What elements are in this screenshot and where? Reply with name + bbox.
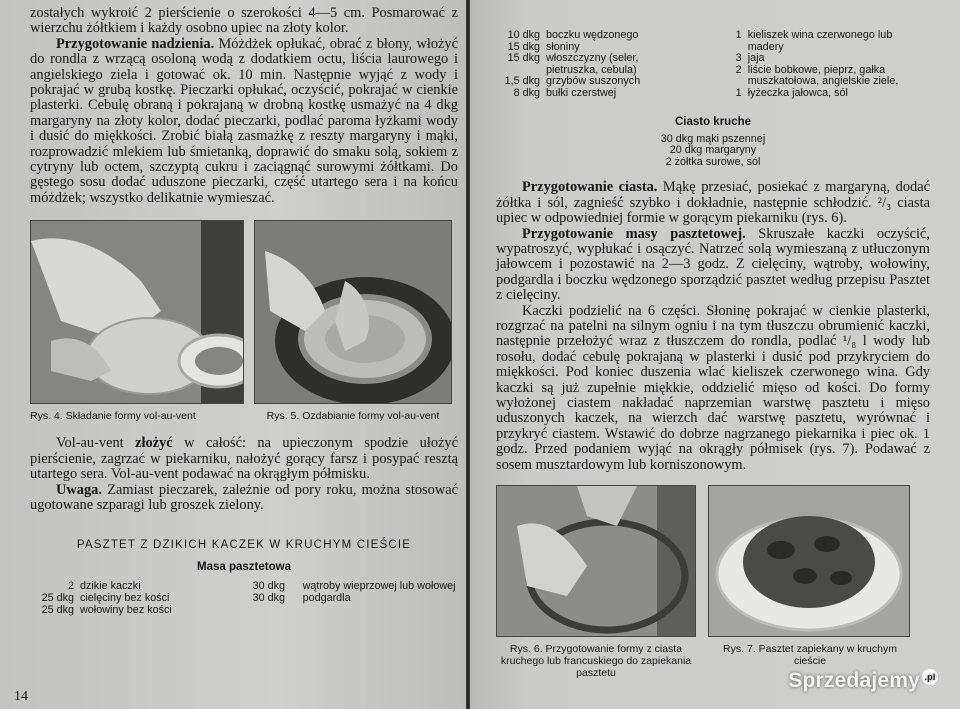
paragraph-lead: Uwaga. (56, 481, 102, 498)
ingredients-column-left (496, 30, 687, 100)
paragraph-text: w całość: na upieczonym spodzie ułożyć pierścienie, zagrzać w piekarniku, nałożyć gorący farsz i posypać resztą utartego sera. Vol-au-vent podawać na okrągłym półmisku. (30, 435, 458, 483)
photo-row-top (30, 220, 458, 422)
paragraph-text: Zamiast pieczarek, zależnie od pory roku, można stosować ugotowane szparagi lub groszek zielony. (30, 481, 458, 513)
figure-4-photo (30, 220, 244, 404)
recipe-title: PASZTET Z DZIKICH KACZEK W KRUCHYM CIEŚCIE (76, 539, 412, 552)
dough-title: Ciasto kruche (674, 115, 752, 128)
ingredient-name: jaja (747, 52, 765, 65)
ingredient-row (30, 605, 235, 617)
right-page (470, 0, 960, 709)
watermark-logo (788, 669, 938, 693)
ingredient-name: grzybów suszonych (546, 75, 641, 88)
ingredients-column-left (30, 581, 235, 616)
ingredient-row (722, 88, 930, 100)
ingredient-row (30, 593, 235, 605)
paragraph-note (30, 483, 458, 514)
ingredient-name: bułki czerstwej (546, 86, 617, 99)
ingredient-row (496, 88, 687, 100)
paragraph-duck-preparation: Kaczki podzielić na 6 części. Słoninę pokrajać w cienkie plasterki, rozgrzać na patelni na silnym ogniu i na tym tłuszczu obrumienić kaczki, następnie przełożyć wraz z tłuszczem do rondla, podlać ¹/₈ l wody lub rosołu, dodać cebulę pokrajaną w plasterki i dusić pod przykryciem do miękkości. Pod koniec duszenia wlać kieliszek czerwonego wina. Gdy kaczki są już zupełnie miękkie, oddzielić mięso od kości. Do formy wyłożonej ciastem nakładać naprzemian warstwę pasztetu i mięso uduszonych kaczek, na wierzch dać warstwę pasztetu, wyrównać i przykryć ciastem. Wstawić do dobrze nagrzanego piekarnika i piec ok. 1 godz. Przed podaniem wyjąć na okrągły półmisek (rys. 7). Podawać z sosem musztardowym lub korniszonowym. (496, 302, 930, 473)
figure-6-caption: Rys. 6. Przygotowanie formy z ciasta kruchego lub francuskiego do zapiekania pasztetu (500, 643, 692, 680)
ingredient-name: boczku wędzonego (546, 29, 639, 41)
ingredient-qty: 1 (735, 29, 742, 41)
ingredient-qty: 1,5 dkg (504, 75, 540, 88)
figure-4-caption: Rys. 4. Składanie formy vol-au-vent (30, 410, 196, 423)
ingredient-qty: 8 dkg (513, 86, 540, 99)
figure-5-caption: Rys. 5. Ozdabianie formy vol-au-vent (266, 410, 440, 423)
ingredient-qty: 30 dkg (252, 580, 285, 593)
dough-ingredient: 2 żółtka surowe, sól (665, 155, 761, 168)
paragraph-text: Móżdżek opłukać, obrać z błony, włożyć do rondla z wrzącą osoloną wodą z dodatkiem octu, liścia laurowego i angielskiego ziela i gotować ok. 10 min. Następnie wyjąć z wody i pokrajać w grubą kostkę. Pieczarki opłukać, oczyścić, pokrajać w cienkie plasterki. Cebulę obraną i pokrajaną w drobną kostkę usmażyć na 4 dkg margaryny na złoty kolor, dodać pieczarki, podlać paroma łyżkami wody i dusić do miękkości. Zrobić białą zasmażkę z reszty margaryny i mąki, rozprowadzić mlekiem lub śmietanką, doprawić do smaku solą, sokiem z cytryny lub octem, szczyptą cukru i zaciągnąć surowymi żółtkami. Do gęstego sosu dodać uduszone pieczarki, część utartego sera i na końcu móżdżek; wszystko delikatnie wymieszać. (30, 35, 459, 206)
ingredient-name: kieliszek wina czerwonego lub madery (747, 29, 893, 53)
paragraph-pate-preparation (496, 227, 930, 304)
figure-5-illustration (255, 221, 451, 403)
dough-ingredient: 30 dkg mąki pszennej (660, 132, 766, 145)
ingredients-list-right-page (496, 30, 930, 100)
ingredient-row (253, 593, 458, 605)
ingredients-column-right (722, 30, 930, 100)
paragraph-lead: Przygotowanie ciasta. (522, 179, 658, 196)
dough-ingredient: 20 dkg margaryny (669, 144, 757, 157)
figure-4-illustration (31, 221, 243, 403)
figure-7-photo (708, 485, 910, 637)
ingredient-qty: 15 dkg (507, 40, 540, 53)
paragraph-text: Skruszałe kaczki oczyścić, wypatroszyć, wypłukać i osączyć. Natrzeć solą wymieszaną z utłuczonym jałowcem i pozostawić na 2—3 godz. Z cielęciny, wątroby, wołowiny, podgardla i boczku wędzonego sporządzić pasztet według przepisu Pasztet z cielęciny. (496, 225, 930, 304)
ingredient-qty: 2 (735, 63, 742, 76)
ingredients-list-left-page (30, 581, 458, 616)
ingredient-qty: 2 (67, 580, 74, 593)
figure-7-illustration (709, 486, 909, 636)
ingredient-name: łyżeczka jałowca, sól (747, 86, 848, 99)
watermark-suffix: .pl (922, 669, 938, 685)
paragraph-text: Mąkę przesiać, posiekać z margaryną, dodać żółtka i sól, zagnieść szybko i dokładnie, następnie schłodzić. ²/₃ ciasta upiec w odpowiedniej formie w gorącym piekarniku (rys. 6). (496, 179, 930, 227)
ingredient-qty: 1 (735, 86, 742, 99)
ingredient-qty: 10 dkg (507, 29, 540, 41)
figure-6-illustration (497, 486, 695, 636)
ingredient-qty: 25 dkg (41, 591, 74, 604)
paragraph-lead: Przygotowanie masy pasztetowej. (522, 225, 746, 242)
ingredient-qty: 3 (735, 52, 742, 65)
paragraph-lead: Przygotowanie nadzienia. (56, 35, 215, 52)
ingredient-name: liście bobkowe, pieprz, gałka muszkatołowa, angielskie ziele, (747, 63, 899, 88)
ingredient-name: dzikie kaczki (80, 580, 141, 593)
ingredient-name: włoszczyzny (seler, pietruszka, cebula) (546, 52, 639, 76)
dough-ingredients (496, 134, 930, 169)
ingredient-row (722, 30, 930, 53)
left-page (0, 0, 466, 709)
paragraph-filling-preparation (30, 37, 458, 206)
ingredient-row (496, 53, 687, 76)
ingredient-name: podgardla (302, 591, 351, 604)
ingredients-column-right (253, 581, 458, 616)
ingredient-row (496, 30, 687, 42)
paragraph-assembly (30, 436, 458, 482)
ingredient-qty: 30 dkg (252, 591, 285, 604)
page-number: 14 (14, 689, 28, 704)
ingredient-qty: 25 dkg (41, 603, 74, 616)
figure-6-photo (496, 485, 696, 637)
paragraph-continuation: zostałych wykroić 2 pierścienie o szerokości 4—5 cm. Posmarować z wierzchu żółtkiem i każdy osobno upiec na złoty kolor. (30, 5, 458, 37)
ingredient-row (722, 65, 930, 88)
figure-5-photo (254, 220, 452, 404)
recipe-subtitle: Masa pasztetowa (197, 561, 291, 574)
paragraph-lead-bold: złożyć (135, 435, 173, 452)
ingredient-name: wątroby wieprzowej lub wołowej (302, 580, 456, 593)
figure-7-caption: Rys. 7. Pasztet zapiekany w kruchym cieście (723, 643, 897, 668)
ingredient-name: słoniny (546, 40, 580, 53)
watermark-text: Sprzedajemy (788, 669, 920, 692)
ingredient-qty: 15 dkg (507, 52, 540, 65)
paragraph-dough-preparation (496, 180, 930, 226)
photo-row-bottom (496, 485, 930, 679)
ingredient-name: wołowiny bez kości (80, 603, 172, 616)
ingredient-name: cielęciny bez kości (80, 591, 170, 604)
paragraph-lead-plain: Vol-au-vent (56, 435, 124, 452)
